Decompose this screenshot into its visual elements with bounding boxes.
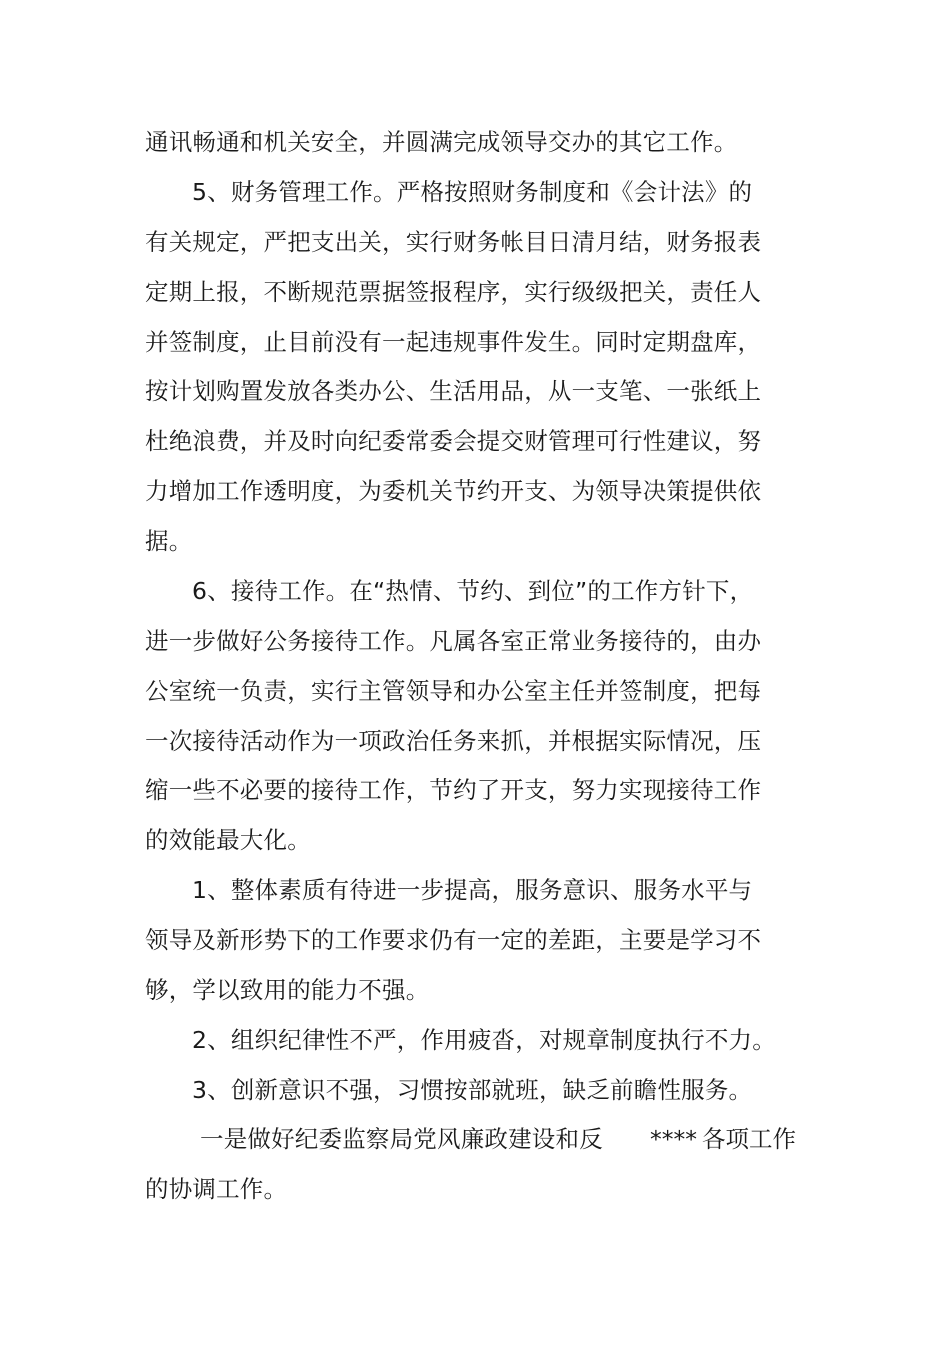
- text-line: 定期上报，不断规范票据签报程序，实行级级把关，责任人: [145, 278, 762, 306]
- text-line: 通讯畅通和机关安全，并圆满完成领导交办的其它工作。: [145, 128, 738, 156]
- text-line: 的协调工作。: [145, 1175, 288, 1203]
- text-line: 的效能最大化。: [145, 826, 311, 854]
- text-line: 并签制度，止目前没有一起违规事件发生。同时定期盘库，: [145, 328, 762, 356]
- text-line: 5、财务管理工作。严格按照财务制度和《会计法》的: [192, 178, 753, 206]
- text-line: 2、组织纪律性不严，作用疲沓，对规章制度执行不力。: [192, 1026, 776, 1054]
- text-line: 3、创新意识不强，习惯按部就班，缺乏前瞻性服务。: [192, 1076, 753, 1104]
- text-line: 一次接待活动作为一项政治任务来抓，并根据实际情况，压: [145, 727, 762, 755]
- text-line: 据。: [145, 527, 193, 555]
- text-line: 6、接待工作。在“热情、节约、到位”的工作方针下，: [192, 577, 754, 605]
- text-line: 进一步做好公务接待工作。凡属各室正常业务接待的，由办: [145, 627, 762, 655]
- text-line: 领导及新形势下的工作要求仍有一定的差距，主要是学习不: [145, 926, 762, 954]
- text-line: 各项工作: [702, 1125, 796, 1153]
- text-line: 公室统一负责，实行主管领导和办公室主任并签制度，把每: [145, 677, 762, 705]
- text-line: 够，学以致用的能力不强。: [145, 976, 430, 1004]
- text-line: 有关规定，严把支出关，实行财务帐目日清月结，财务报表: [145, 228, 762, 256]
- text-line: 缩一些不必要的接待工作，节约了开支，努力实现接待工作: [145, 776, 762, 804]
- text-line: 按计划购置发放各类办公、生活用品，从一支笔、一张纸上: [145, 377, 762, 405]
- text-line: 杜绝浪费，并及时向纪委常委会提交财管理可行性建议，努: [145, 427, 762, 455]
- text-line: 一是做好纪委监察局党风廉政建设和反: [200, 1125, 603, 1153]
- redacted-text: ****: [650, 1125, 697, 1153]
- text-line: 1、整体素质有待进一步提高，服务意识、服务水平与: [192, 876, 753, 904]
- text-line: 力增加工作透明度，为委机关节约开支、为领导决策提供依: [145, 477, 762, 505]
